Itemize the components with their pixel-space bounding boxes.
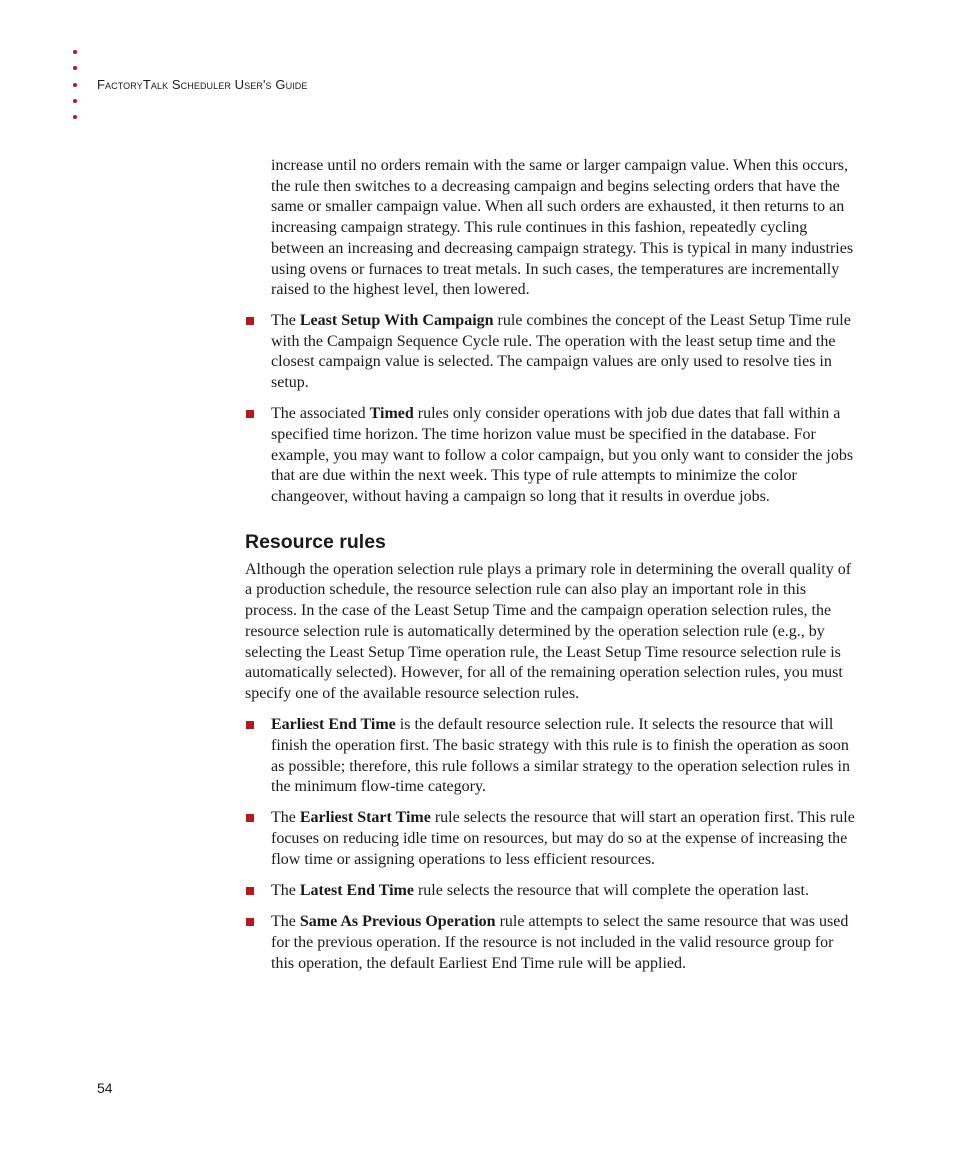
- list-item: [245, 912, 857, 974]
- item-term: Earliest End Time: [271, 716, 396, 734]
- item-text-post: is the default resource selection rule. It selects the resource that will finish the operation first. The basic strategy with this rule is to finish the operation as soon as possible; therefore, this rule follows a similar strategy to the operation selection rules in the minimum flow-time category.: [271, 716, 850, 796]
- square-bullet-icon: [246, 721, 254, 729]
- continuation-paragraph: increase until no orders remain with the same or larger campaign value. When this occurs, the rule then switches to a decreasing campaign and begins selecting orders that have the same or smaller campaign value. When all such orders are exhausted, it then returns to an increasing campaign strategy. This rule continues in this fashion, repeatedly cycling between an increasing and decreasing campaign strategy. This is typical in many industries using ovens or furnaces to treat metals. In such cases, the temperatures are incrementally raised to the highest level, then lowered.: [271, 157, 854, 299]
- item-text-pre: The: [271, 311, 300, 329]
- item-text-pre: The: [271, 882, 300, 900]
- item-text-post: rule selects the resource that will start an operation first. This rule focuses on reducing idle time on resources, but may do so at the expense of increasing the flow time or assigning operations to less efficient resources.: [271, 809, 855, 868]
- square-bullet-icon: [246, 814, 254, 822]
- item-text-post: rule selects the resource that will complete the operation last.: [413, 882, 809, 900]
- square-bullet-icon: [246, 918, 254, 926]
- item-term: Latest End Time: [299, 882, 414, 900]
- list-item: [245, 715, 857, 798]
- item-text-post: rule combines the concept of the Least Setup Time rule with the Campaign Sequence Cycle rule. The operation with the least setup time and the closest campaign value is selected. The campaign values are only used to resolve ties in setup.: [271, 311, 851, 392]
- list-item: [245, 404, 857, 508]
- running-head: FactoryTalk Scheduler User's Guide: [97, 77, 308, 92]
- square-bullet-icon: [246, 887, 254, 895]
- section-paragraph: Although the operation selection rule plays a primary role in determining the overall quality of a production schedule, the resource selection rule can also play an important role in this process. In the case of the Least Setup Time and the campaign operation selection rules, the resource selection rule is automatically determined by the operation selection rule (e.g., by selecting the Least Setup Time operation rule, the Least Setup Time resource selection rule is automatically selected). However, for all of the remaining operation selection rules, you must specify one of the available resource selection rules.: [245, 560, 852, 702]
- bullet-dot-icon: [73, 50, 77, 54]
- square-bullet-icon: [246, 317, 254, 325]
- item-text-post: rules only consider operations with job due dates that fall within a specified time horizon. The time horizon value must be specified in the database. For example, you may want to follow a color campaign, but you only want to consider the jobs that are due within the next week. This type of rule attempts to minimize the color changeover, without having a campaign so long that it results in overdue jobs.: [271, 405, 854, 506]
- item-term: Timed: [369, 405, 414, 423]
- item-term: Same As Previous Operation: [299, 913, 496, 931]
- list-item: [245, 881, 857, 902]
- square-bullet-icon: [246, 410, 254, 418]
- item-term: Least Setup With Campaign: [299, 311, 494, 329]
- bullet-dot-icon: [73, 83, 77, 87]
- item-text-pre: The: [271, 809, 300, 827]
- item-text-pre: The associated: [271, 405, 370, 423]
- bullet-dot-icon: [73, 99, 77, 103]
- bullet-dot-icon: [73, 115, 77, 119]
- list-item: [245, 311, 857, 394]
- list-item: [245, 808, 857, 870]
- item-text-post: rule attempts to select the same resource that was used for the previous operation. If the resource is not included in the valid resource group for this operation, the default Earliest End Time rule will be applied.: [271, 913, 849, 972]
- item-text-pre: The: [271, 913, 300, 931]
- section-heading: Resource rules: [245, 530, 386, 553]
- item-term: Earliest Start Time: [299, 809, 431, 827]
- main-content: [245, 156, 857, 985]
- page-number: 54: [97, 1080, 113, 1096]
- bullet-dot-icon: [73, 66, 77, 70]
